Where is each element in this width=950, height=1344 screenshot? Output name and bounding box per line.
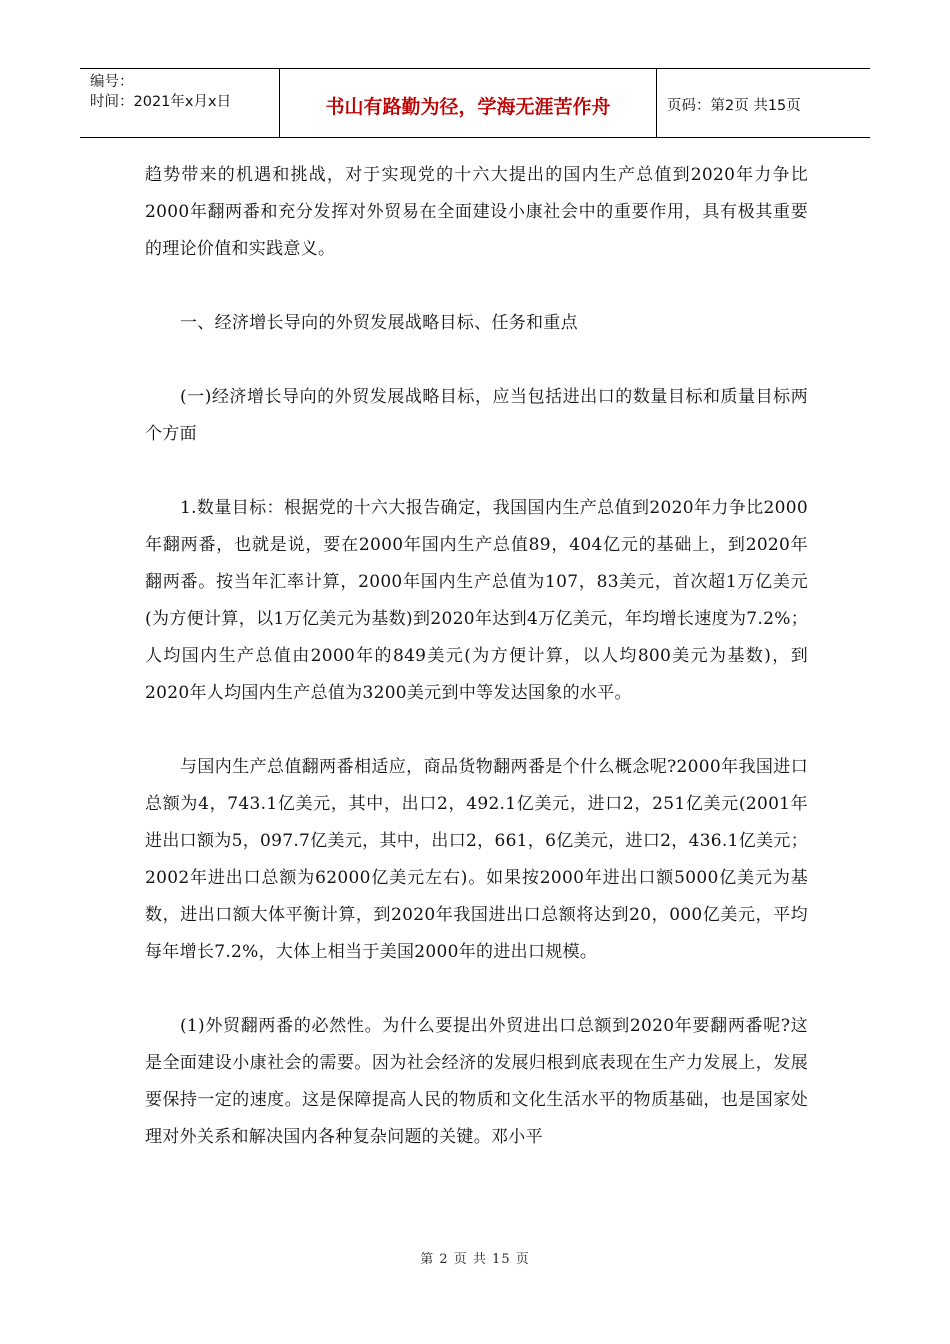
paragraph: 与国内生产总值翻两番相适应，商品货物翻两番是个什么概念呢?2000年我国进口总额为4，743.1亿美元，其中，出口2，492.1亿美元，进口2，251亿美元(2001年进出口额为5，097.7亿美元，其中，出口2，661，6亿美元，进口2，436.1亿美元；2002年进出口总额为62000亿美元左右)。如果按2000年进出口额5000亿美元为基数，进出口额大体平衡计算，到2020年我国进出口总额将达到20，000亿美元，平均每年增长7.2%，大体上相当于美国2000年的进出口规模。 [145,757,808,962]
motto-text: 书山有路勤为径，学海无涯苦作舟 [325,95,611,118]
page-info: 页码：第2页 共15页 [667,97,801,114]
number-label: 编号： [90,74,134,90]
paragraph: (1)外贸翻两番的必然性。为什么要提出外贸进出口总额到2020年要翻两番呢?这是全面建设小康社会的需要。因为社会经济的发展归根到底表现在生产力发展上，发展要保持一定的速度。这是保障提高人民的物质和文化生活水平的物质基础，也是国家处理对外关系和解决国内各种复杂问题的关键。邓小平 [145,1016,808,1147]
subsection-heading: (一)经济增长导向的外贸发展战略目标，应当包括进出口的数量目标和质量目标两个方面 [145,387,808,444]
document-body [145,157,808,1193]
section-heading: 一、经济增长导向的外贸发展战略目标、任务和重点 [180,313,578,333]
time-label: 时间：2021年x月x日 [90,94,232,110]
header-motto-cell [280,69,657,137]
header-meta-cell [80,69,280,137]
paragraph: 趋势带来的机遇和挑战，对于实现党的十六大提出的国内生产总值到2020年力争比2000年翻两番和充分发挥对外贸易在全面建设小康社会中的重要作用，具有极其重要的理论价值和实践意义。 [145,165,808,259]
header-page-cell [657,69,870,137]
page-footer: 第 2 页 共 15 页 [420,1252,530,1267]
paragraph: 1.数量目标：根据党的十六大报告确定，我国国内生产总值到2020年力争比2000年翻两番，也就是说，要在2000年国内生产总值89，404亿元的基础上，到2020年翻两番。按当年汇率计算，2000年国内生产总值为107，83美元，首次超1万亿美元(为方便计算，以1万亿美元为基数)到2020年达到4万亿美元，年均增长速度为7.2%；人均国内生产总值由2000年的849美元(为方便计算，以人均800美元为基数)，到2020年人均国内生产总值为3200美元到中等发达国象的水平。 [145,498,808,703]
document-header [80,68,870,138]
